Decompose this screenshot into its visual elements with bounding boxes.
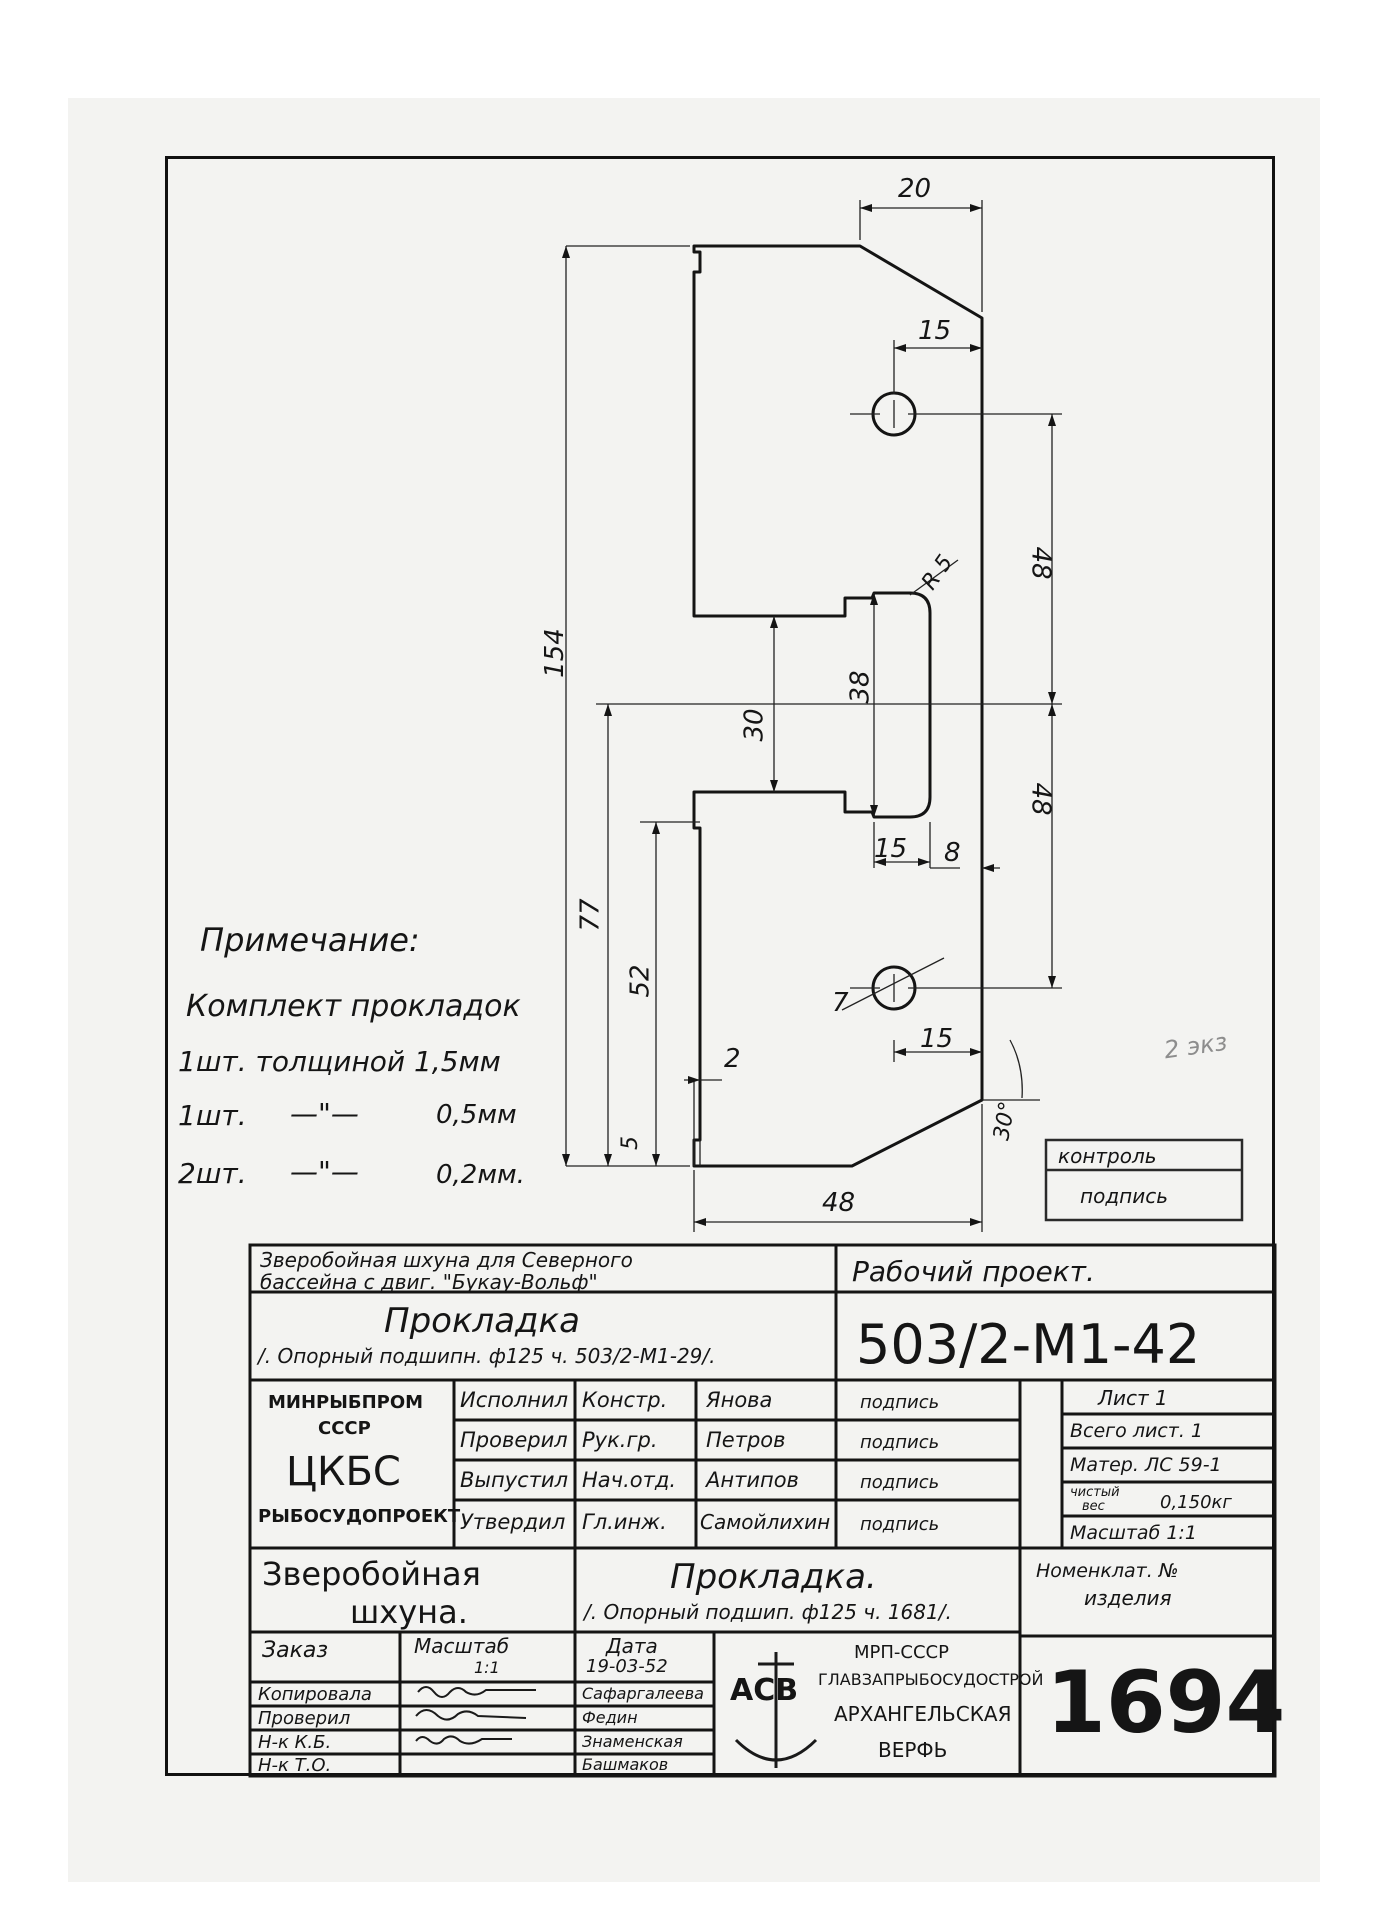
sheet-number: Лист 1 (1098, 1386, 1168, 1410)
vessel-short-1: Зверобойная (262, 1555, 481, 1593)
role-0: Исполнил (460, 1388, 569, 1412)
dim-15-top: 15 (918, 316, 952, 346)
side-note: 2 экз (1162, 1027, 1229, 1065)
net-weight: 0,150кг (1160, 1492, 1232, 1513)
copy-role-2: Н-к К.Б. (258, 1732, 332, 1753)
dim-38: 38 (845, 670, 876, 704)
dim-2: 2 (724, 1044, 741, 1074)
shipyard-logo: АСВ (730, 1673, 799, 1708)
position-3: Гл.инж. (582, 1510, 667, 1534)
position-0: Констр. (582, 1388, 668, 1412)
part-reference: /. Опорный подшипн. ф125 ч. 503/2-М1-29/. (258, 1344, 716, 1368)
dim-8: 8 (944, 838, 961, 868)
sign-0: подпись (860, 1392, 940, 1413)
scale: Масштаб 1:1 (1070, 1522, 1197, 1544)
note-line-3-qty: 1шт. (178, 1099, 247, 1132)
dim-154: 154 (539, 628, 570, 678)
weight-label-2: вес (1082, 1499, 1105, 1514)
note-line-1: Комплект прокладок (186, 989, 521, 1024)
copy-name-2: Знаменская (582, 1732, 683, 1751)
dim-52: 52 (625, 964, 656, 998)
date-label: Дата (606, 1634, 658, 1658)
note-line-3-ditto: —"— (290, 1097, 359, 1130)
sign-2: подпись (860, 1472, 940, 1493)
project-type: Рабочий проект. (852, 1255, 1095, 1288)
shipyard-line-1: МРП-СССР (854, 1642, 949, 1663)
vessel-short-2: шхуна. (350, 1593, 468, 1631)
copy-name-3: Башмаков (582, 1755, 669, 1774)
shipyard-line-2: ГЛАВЗАПРЫБОСУДОСТРОЙ (818, 1670, 1044, 1689)
shipyard-line-4: ВЕРФЬ (878, 1738, 948, 1762)
name-3: Самойлихин (700, 1510, 831, 1534)
org-bureau: ЦКБС (286, 1449, 401, 1495)
nomenclature-label-2: изделия (1084, 1586, 1172, 1610)
dim-r5: R 5 (917, 550, 959, 595)
scale-label: Масштаб (414, 1634, 510, 1658)
note-line-2: 1шт. толщиной 1,5мм (178, 1045, 501, 1078)
order-label: Заказ (262, 1638, 329, 1663)
note-heading: Примечание: (200, 921, 420, 959)
dim-48-bottom: 48 (822, 1188, 856, 1218)
role-2: Выпустил (460, 1468, 568, 1492)
vessel-line-2: бассейна с двиг. "Букау-Вольф" (260, 1270, 598, 1294)
name-2: Антипов (706, 1468, 799, 1492)
org-ministry: МИНРЫБПРОМ (268, 1392, 424, 1413)
part-name: Прокладка (384, 1301, 580, 1341)
dim-5: 5 (618, 1136, 643, 1150)
control-label: контроль (1058, 1144, 1157, 1168)
copy-role-0: Копировала (258, 1684, 372, 1705)
shipyard-anchor-logo (736, 1652, 816, 1768)
note-line-4-value: 0,2мм. (436, 1160, 525, 1190)
dim-48-upper: 48 (1025, 546, 1056, 580)
dim-30: 30 (739, 708, 770, 742)
copy-role-1: Проверил (258, 1708, 351, 1729)
copy-name-0: Сафаргалеева (582, 1684, 704, 1703)
date-value: 19-03-52 (586, 1656, 668, 1677)
position-2: Нач.отд. (582, 1468, 677, 1492)
org-country: СССР (318, 1418, 371, 1439)
dim-15-mid: 15 (874, 834, 908, 864)
sheet-total: Всего лист. 1 (1070, 1420, 1203, 1442)
copy-name-1: Федин (582, 1708, 638, 1727)
copy-role-3: Н-к Т.О. (258, 1755, 332, 1776)
vessel-line-1: Зверобойная шхуна для Северного (260, 1248, 633, 1272)
role-3: Утвердил (460, 1510, 566, 1534)
dim-30-degrees: 30° (989, 1099, 1021, 1143)
material: Матер. ЛС 59-1 (1070, 1454, 1222, 1476)
position-1: Рук.гр. (582, 1428, 658, 1452)
control-signature-label: подпись (1080, 1184, 1168, 1208)
dim-20: 20 (898, 174, 932, 204)
name-1: Петров (706, 1428, 786, 1452)
role-1: Проверил (460, 1428, 568, 1452)
archive-number: 1694 (1046, 1653, 1286, 1753)
org-institute: РЫБОСУДОПРОЕКТ (258, 1506, 461, 1527)
dim-15-bottom: 15 (920, 1024, 954, 1054)
note-line-3-value: 0,5мм (436, 1100, 517, 1130)
name-0: Янова (706, 1388, 773, 1412)
scale-value: 1:1 (474, 1658, 500, 1677)
shipyard-line-3: АРХАНГЕЛЬСКАЯ (834, 1702, 1012, 1726)
dim-77: 77 (575, 898, 606, 932)
part-name-2: Прокладка. (670, 1557, 877, 1597)
dim-48-lower: 48 (1025, 782, 1056, 816)
dim-7: 7 (832, 988, 849, 1018)
note-line-4-ditto: —"— (290, 1155, 359, 1188)
drawing-number: 503/2-М1-42 (856, 1313, 1201, 1376)
note-line-4-qty: 2шт. (178, 1157, 247, 1190)
sign-1: подпись (860, 1432, 940, 1453)
sign-3: подпись (860, 1514, 940, 1535)
signature-scribbles (416, 1687, 536, 1744)
nomenclature-label: Номенклат. № (1036, 1560, 1179, 1582)
part-reference-2: /. Опорный подшип. ф125 ч. 1681/. (584, 1600, 952, 1624)
weight-label-1: чистый (1070, 1485, 1120, 1500)
